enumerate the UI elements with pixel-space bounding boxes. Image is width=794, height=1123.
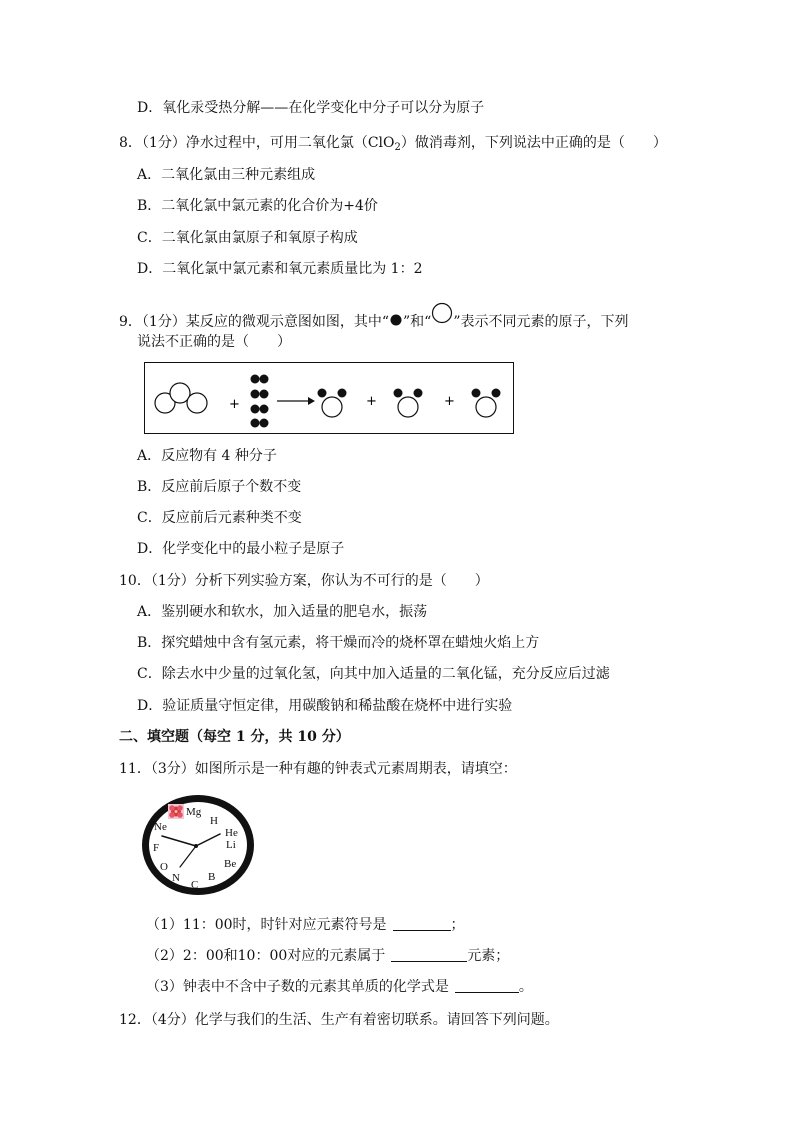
q8-stem: 8．（1分）净水过程中，可用二氧化氯（ClO$_2$）做消毒剂，下列说法中正确的是（ ） bbox=[119, 135, 667, 153]
element-clock-svg bbox=[138, 790, 260, 900]
q8-option-d: D．二氧化氯中氯元素和氧元素质量比为 1：2 bbox=[137, 261, 423, 277]
clock-label-b: B bbox=[208, 871, 216, 883]
reactant-molecule-o3 bbox=[155, 383, 207, 413]
clock-label-h: H bbox=[210, 815, 218, 827]
product-molecule-1 bbox=[318, 389, 347, 418]
clock-label-be: Be bbox=[224, 858, 237, 870]
q9-option-d: D．化学变化中的最小粒子是原子 bbox=[137, 541, 345, 557]
q12-stem: 12．（4分）化学与我们的生活、生产有着密切联系。请回答下列问题。 bbox=[119, 1012, 559, 1028]
q11-answer-blank-3[interactable] bbox=[455, 978, 519, 993]
reaction-diagram-svg bbox=[145, 363, 513, 433]
q11-answer-blank-2[interactable] bbox=[391, 947, 467, 962]
reaction-arrow bbox=[277, 397, 315, 405]
q11-answer-blank-1[interactable] bbox=[393, 916, 451, 931]
plus-sign-3: + bbox=[444, 394, 455, 409]
clock-label-c: C bbox=[191, 879, 199, 891]
q9-option-b: B．反应前后原子个数不变 bbox=[137, 479, 302, 495]
q11-sub3: （3）钟表中不含中子数的元素其单质的化学式是 。 bbox=[146, 979, 533, 995]
reactant-molecules-black bbox=[251, 375, 269, 428]
q8-option-c: C．二氧化氯由氯原子和氧原子构成 bbox=[137, 230, 358, 246]
q9-option-c: C．反应前后元素种类不变 bbox=[137, 510, 302, 526]
q11-stem: 11．（3分）如图所示是一种有趣的钟表式元素周期表，请填空： bbox=[119, 761, 517, 777]
plus-sign-2: + bbox=[366, 394, 377, 409]
q9-stem: 9．（1分）某反应的微观示意图如图，其中“ ”和“ ”表示不同元素的原子，下列 bbox=[119, 302, 628, 332]
q8-option-a: A．二氧化氯由三种元素组成 bbox=[137, 167, 316, 183]
white-atom-icon bbox=[431, 302, 453, 324]
black-atom-icon bbox=[389, 313, 403, 327]
reaction-diagram bbox=[144, 362, 514, 434]
q10-option-c: C．除去水中少量的过氧化氢，向其中加入适量的二氧化锰，充分反应后过滤 bbox=[137, 666, 610, 682]
clock-label-n: N bbox=[172, 872, 180, 884]
element-clock bbox=[138, 790, 260, 900]
clock-label-mg: Mg bbox=[186, 806, 202, 818]
clock-label-li: Li bbox=[226, 839, 236, 851]
q10-stem: 10．（1分）分析下列实验方案，你认为不可行的是（ ） bbox=[119, 573, 489, 589]
product-molecule-3 bbox=[472, 389, 501, 418]
q7-option-d: D．氧化汞受热分解——在化学变化中分子可以分为原子 bbox=[137, 100, 485, 116]
q11-sub1: （1）11：00时，时针对应元素符号是 ； bbox=[146, 917, 465, 933]
clock-label-f: F bbox=[153, 842, 160, 854]
flower-icon bbox=[168, 804, 184, 819]
clock-label-he: He bbox=[225, 827, 238, 839]
q10-option-b: B．探究蜡烛中含有氢元素，将干燥而冷的烧杯罩在蜡烛火焰上方 bbox=[137, 635, 540, 651]
q9-stem-line2: 说法不正确的是（ ） bbox=[137, 334, 291, 350]
section-2-heading: 二、填空题（每空 1 分，共 10 分） bbox=[119, 729, 350, 745]
clock-label-o: O bbox=[160, 861, 168, 873]
plus-sign-1: + bbox=[229, 397, 240, 412]
q8-option-b: B．二氧化氯中氯元素的化合价为+4价 bbox=[137, 198, 378, 214]
product-molecule-2 bbox=[394, 389, 423, 418]
q10-option-d: D．验证质量守恒定律，用碳酸钠和稀盐酸在烧杯中进行实验 bbox=[137, 698, 513, 714]
q10-option-a: A．鉴别硬水和软水，加入适量的肥皂水，振荡 bbox=[137, 604, 428, 620]
q11-sub2: （2）2：00和10：00对应的元素属于 元素； bbox=[146, 948, 510, 964]
clock-label-ne: Ne bbox=[154, 821, 167, 833]
q9-option-a: A．反应物有 4 种分子 bbox=[137, 448, 277, 464]
